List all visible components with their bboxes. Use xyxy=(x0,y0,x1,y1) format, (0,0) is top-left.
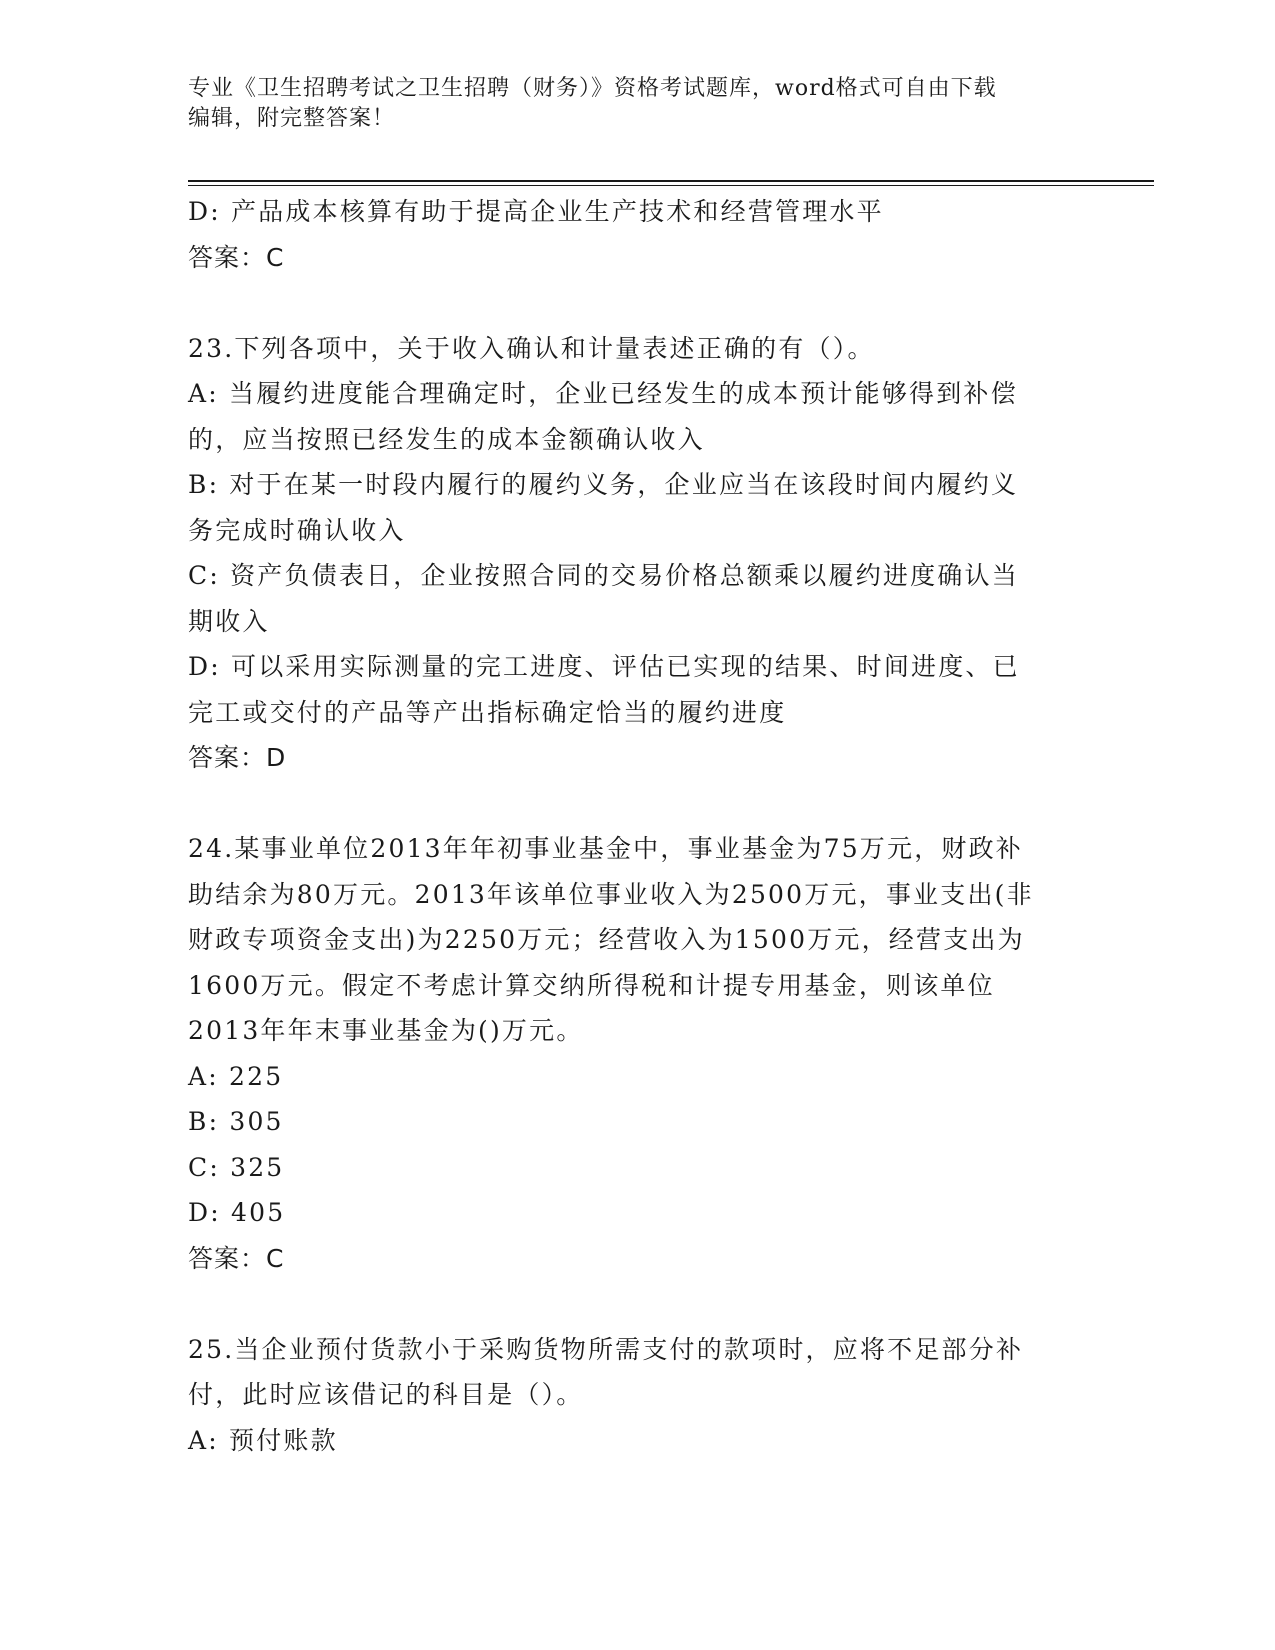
q24-stem-line-5: 2013年年末事业基金为()万元。 xyxy=(188,1016,584,1045)
q24-option-b: B: 305 xyxy=(188,1107,284,1136)
q23-option-d-line-2: 完工或交付的产品等产出指标确定恰当的履约进度 xyxy=(188,697,787,727)
q23-option-b-line-1: B: 对于在某一时段内履行的履约义务，企业应当在该段时间内履约义 xyxy=(188,470,1019,499)
q23-option-a-line-1: A: 当履约进度能合理确定时，企业已经发生的成本预计能够得到补偿 xyxy=(188,379,1018,408)
q23-option-c-line-1: C: 资产负债表日，企业按照合同的交易价格总额乘以履约进度确认当 xyxy=(188,561,1019,590)
q24-stem-line-2: 助结余为80万元。2013年该单位事业收入为2500万元，事业支出(非 xyxy=(188,879,1034,909)
question-24 xyxy=(188,826,1088,1281)
document-header xyxy=(188,74,1088,134)
prev-answer: 答案：C xyxy=(188,242,285,272)
q24-stem-line-4: 1600万元。假定不考虑计算交纳所得税和计提专用基金，则该单位 xyxy=(188,970,995,1000)
q23-option-a-line-2: 的，应当按照已经发生的成本金额确认收入 xyxy=(188,424,705,454)
spacer xyxy=(188,280,1088,326)
q23-answer: 答案：D xyxy=(188,743,287,772)
q23-option-c-line-2: 期收入 xyxy=(188,606,270,636)
q25-option-a: A: 预付账款 xyxy=(188,1425,338,1455)
spacer xyxy=(188,1281,1088,1327)
header-divider-thin xyxy=(188,185,1154,186)
question-content xyxy=(188,189,1088,1463)
prev-question-block xyxy=(188,189,1088,280)
header-line-2: 编辑，附完整答案！ xyxy=(188,106,396,131)
q24-answer: 答案：C xyxy=(188,1243,285,1273)
q24-option-d: D: 405 xyxy=(188,1198,286,1227)
spacer xyxy=(188,781,1088,827)
q24-option-a: A: 225 xyxy=(188,1061,284,1091)
q24-option-c: C: 325 xyxy=(188,1152,285,1182)
q23-stem: 23.下列各项中，关于收入确认和计量表述正确的有（）。 xyxy=(188,333,875,363)
q24-stem-line-3: 财政专项资金支出)为2250万元；经营收入为1500万元，经营支出为 xyxy=(188,925,1025,954)
header-line-1: 专业《卫生招聘考试之卫生招聘（财务）》资格考试题库，word格式可自由下载 xyxy=(188,76,997,101)
q25-stem-line-2: 付，此时应该借记的科目是（）。 xyxy=(188,1380,584,1409)
question-25 xyxy=(188,1327,1088,1464)
q23-option-b-line-2: 务完成时确认收入 xyxy=(188,515,406,545)
question-23 xyxy=(188,326,1088,781)
q23-option-d-line-1: D: 可以采用实际测量的完工进度、评估已实现的结果、时间进度、已 xyxy=(188,652,1020,681)
prev-option-d: D: 产品成本核算有助于提高企业生产技术和经营管理水平 xyxy=(188,197,884,226)
q25-stem-line-1: 25.当企业预付货款小于采购货物所需支付的款项时，应将不足部分补 xyxy=(188,1334,1024,1364)
q24-stem-line-1: 24.某事业单位2013年年初事业基金中，事业基金为75万元，财政补 xyxy=(188,834,1023,863)
header-divider-thick xyxy=(188,180,1154,182)
